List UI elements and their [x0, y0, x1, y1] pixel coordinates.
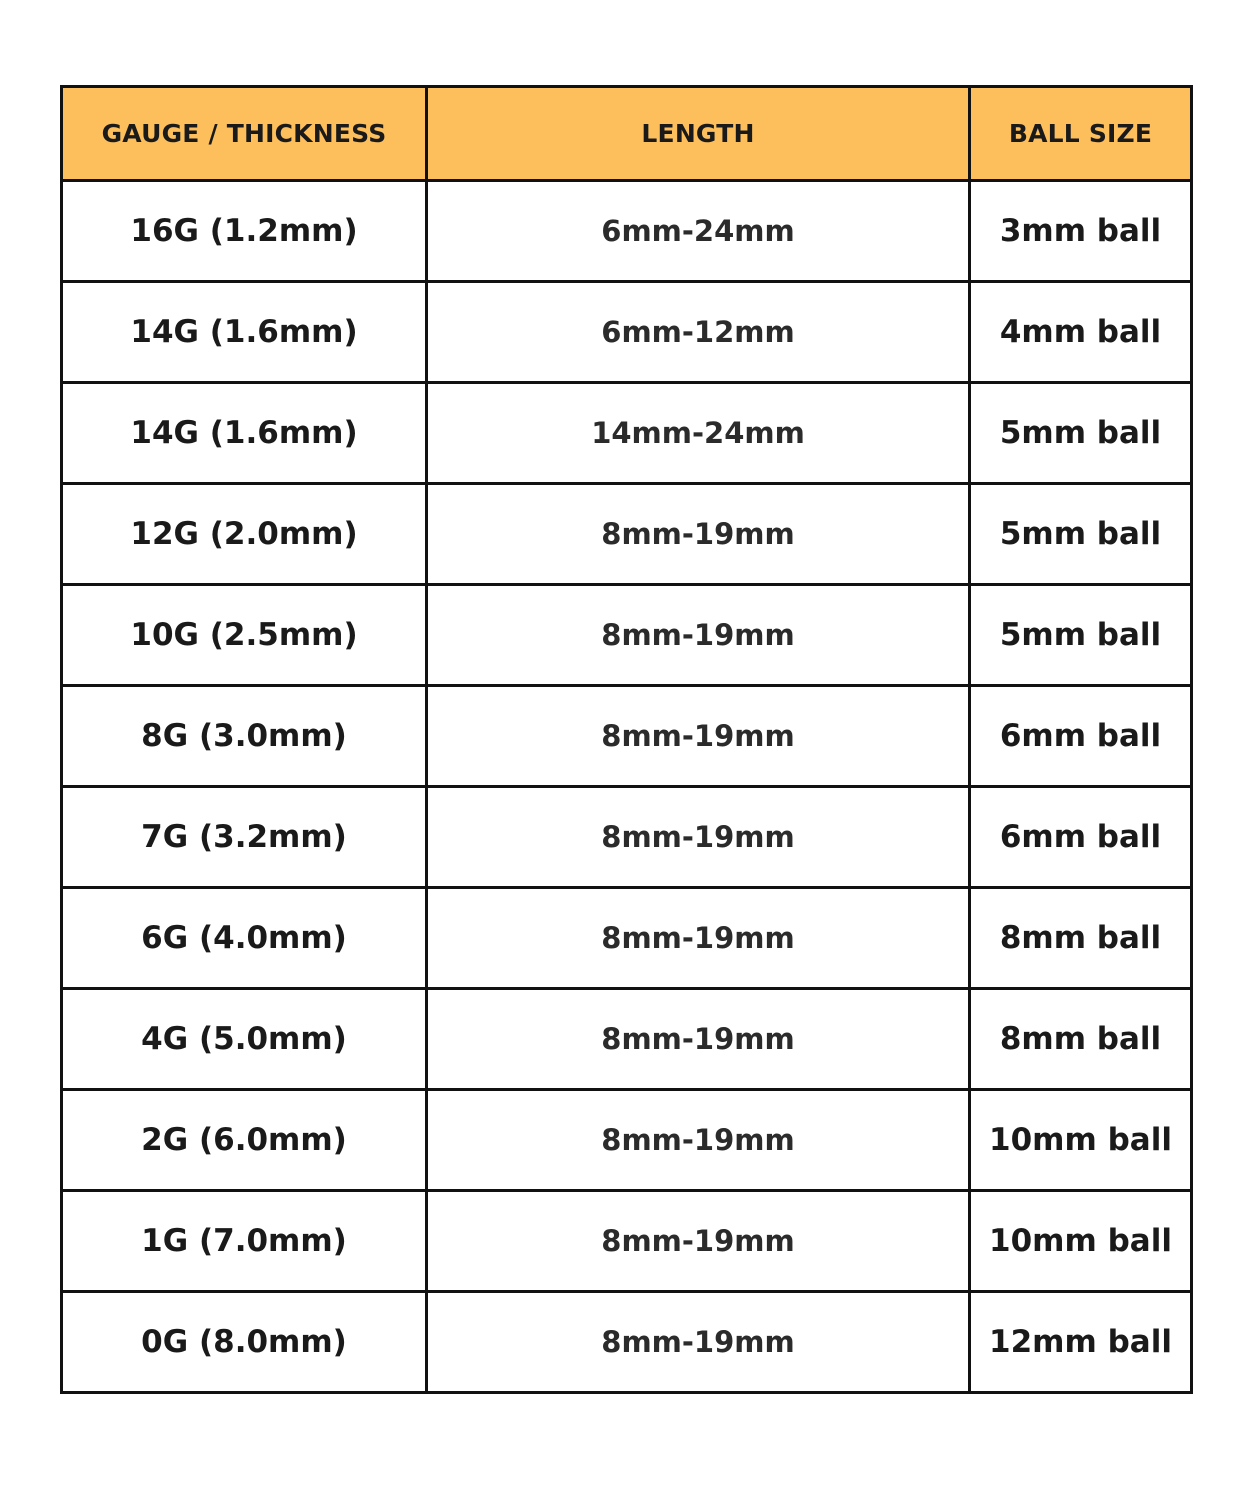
- ball-size-cell: 10mm ball: [970, 1090, 1192, 1191]
- length-cell: 8mm-19mm: [427, 888, 970, 989]
- table-row: [62, 484, 1192, 585]
- ball-size-cell: 5mm ball: [970, 484, 1192, 585]
- header-length: LENGTH: [427, 87, 970, 181]
- gauge-cell: 14G (1.6mm): [62, 282, 427, 383]
- gauge-cell: 6G (4.0mm): [62, 888, 427, 989]
- table-row: [62, 888, 1192, 989]
- gauge-cell: 1G (7.0mm): [62, 1191, 427, 1292]
- gauge-cell: 4G (5.0mm): [62, 989, 427, 1090]
- header-row: [62, 87, 1192, 181]
- table-row: [62, 1191, 1192, 1292]
- gauge-cell: 12G (2.0mm): [62, 484, 427, 585]
- length-cell: 6mm-12mm: [427, 282, 970, 383]
- length-cell: 6mm-24mm: [427, 181, 970, 282]
- ball-size-cell: 8mm ball: [970, 989, 1192, 1090]
- ball-size-cell: 4mm ball: [970, 282, 1192, 383]
- header-gauge: GAUGE / THICKNESS: [62, 87, 427, 181]
- length-cell: 8mm-19mm: [427, 1191, 970, 1292]
- table-row: [62, 1090, 1192, 1191]
- gauge-cell: 0G (8.0mm): [62, 1292, 427, 1393]
- table-row: [62, 282, 1192, 383]
- table-row: [62, 787, 1192, 888]
- gauge-cell: 14G (1.6mm): [62, 383, 427, 484]
- ball-size-cell: 10mm ball: [970, 1191, 1192, 1292]
- table-row: [62, 1292, 1192, 1393]
- length-cell: 8mm-19mm: [427, 484, 970, 585]
- ball-size-cell: 6mm ball: [970, 787, 1192, 888]
- length-cell: 14mm-24mm: [427, 383, 970, 484]
- table-body: [62, 181, 1192, 1393]
- table-row: [62, 181, 1192, 282]
- table-row: [62, 686, 1192, 787]
- size-chart-table: [60, 85, 1193, 1394]
- table-row: [62, 383, 1192, 484]
- length-cell: 8mm-19mm: [427, 1090, 970, 1191]
- length-cell: 8mm-19mm: [427, 585, 970, 686]
- gauge-cell: 2G (6.0mm): [62, 1090, 427, 1191]
- gauge-cell: 10G (2.5mm): [62, 585, 427, 686]
- ball-size-cell: 8mm ball: [970, 888, 1192, 989]
- gauge-cell: 8G (3.0mm): [62, 686, 427, 787]
- gauge-cell: 7G (3.2mm): [62, 787, 427, 888]
- length-cell: 8mm-19mm: [427, 787, 970, 888]
- gauge-cell: 16G (1.2mm): [62, 181, 427, 282]
- ball-size-cell: 3mm ball: [970, 181, 1192, 282]
- ball-size-cell: 6mm ball: [970, 686, 1192, 787]
- table-row: [62, 585, 1192, 686]
- header-ball-size: BALL SIZE: [970, 87, 1192, 181]
- ball-size-cell: 12mm ball: [970, 1292, 1192, 1393]
- ball-size-cell: 5mm ball: [970, 585, 1192, 686]
- length-cell: 8mm-19mm: [427, 686, 970, 787]
- length-cell: 8mm-19mm: [427, 989, 970, 1090]
- length-cell: 8mm-19mm: [427, 1292, 970, 1393]
- table-row: [62, 989, 1192, 1090]
- ball-size-cell: 5mm ball: [970, 383, 1192, 484]
